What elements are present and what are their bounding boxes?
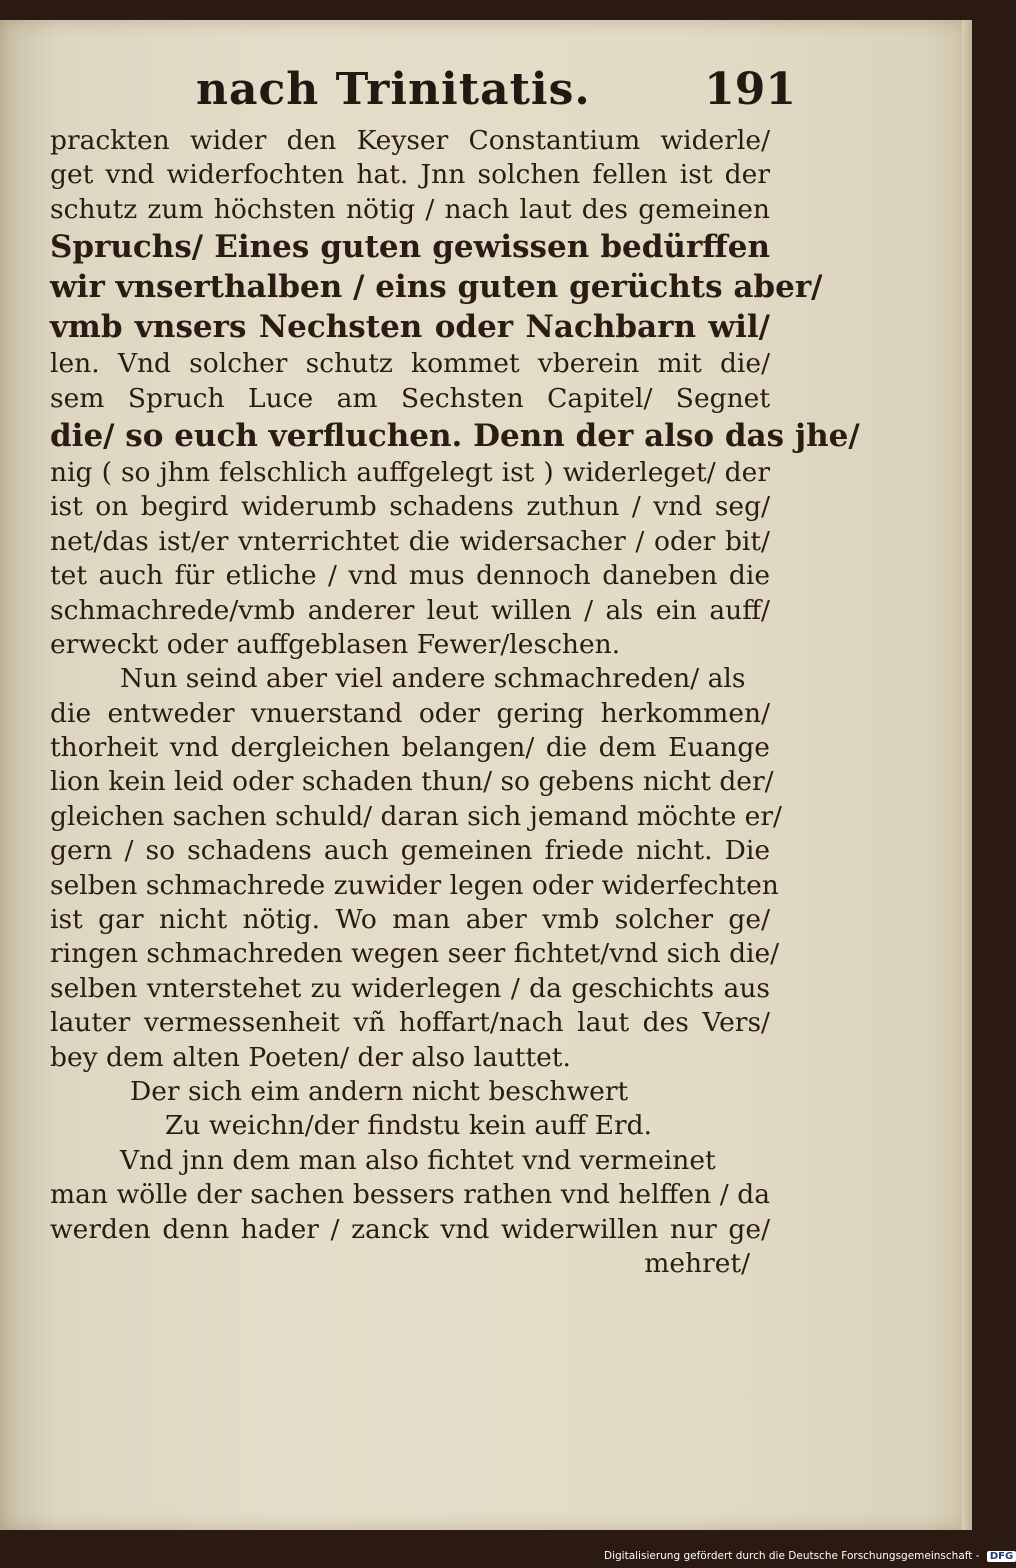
- text-line: werden denn hader / zanck vnd widerwillen nur ge/: [50, 1213, 770, 1245]
- catchword: mehret/: [644, 1247, 750, 1279]
- text-line-emphasis: Spruchs/ Eines guten gewissen bedürffen: [50, 229, 770, 266]
- text-line: tet auch für etliche / vnd mus dennoch daneben die: [50, 560, 770, 592]
- text-line: lauter vermessenheit vñ hoffart/nach laut des Vers/: [50, 1007, 770, 1039]
- body-text: [50, 124, 860, 1281]
- text-line: ist on begird widerumb schadens zuthun / vnd seg/: [50, 491, 770, 523]
- text-line: ringen schmachreden wegen seer fichtet/vnd sich die/: [50, 938, 780, 970]
- paragraph-start-line: Nun seind aber viel andere schmachreden/ als: [120, 663, 746, 695]
- dfg-logo: DFG: [987, 1551, 1016, 1562]
- verse-line: Zu weichn/der findstu kein auff Erd.: [165, 1110, 653, 1142]
- book-page: [0, 20, 972, 1530]
- text-line: schutz zum höchsten nötig / nach laut des gemeinen: [50, 193, 770, 225]
- text-line: ist gar nicht nötig. Wo man aber vmb solcher ge/: [50, 904, 770, 936]
- text-line: sem Spruch Luce am Sechsten Capitel/ Segnet: [50, 382, 770, 414]
- page-edge: [962, 20, 972, 1530]
- text-line: selben schmachrede zuwider legen oder widerfechten: [50, 869, 779, 901]
- verse-line: Der sich eim andern nicht beschwert: [130, 1075, 629, 1107]
- text-line: gern / so schadens auch gemeinen friede nicht. Die: [50, 835, 770, 867]
- running-head: nach Trinitatis.: [196, 64, 591, 115]
- text-line: schmachrede/vmb anderer leut willen / als ein auff/: [50, 594, 770, 626]
- text-line: get vnd widerfochten hat. Jnn solchen fellen ist der: [50, 159, 770, 191]
- text-line: man wölle der sachen bessers rathen vnd helffen / da: [50, 1179, 770, 1211]
- text-line: nig ( so jhm felschlich auffgelegt ist ) widerleget/ der: [50, 456, 770, 488]
- text-line: len. Vnd solcher schutz kommet vberein mit die/: [50, 348, 770, 380]
- text-line: erweckt oder auffgeblasen Fewer/leschen.: [50, 628, 621, 660]
- digitization-credit: [604, 1550, 1016, 1562]
- page-number: 191: [704, 64, 796, 115]
- text-line: die entweder vnuerstand oder gering herkommen/: [50, 697, 770, 729]
- text-line: lion kein leid oder schaden thun/ so gebens nicht der/: [50, 766, 774, 798]
- text-line: bey dem alten Poeten/ der also lauttet.: [50, 1041, 571, 1073]
- text-line: thorheit vnd dergleichen belangen/ die dem Euange: [50, 732, 770, 764]
- text-line: net/das ist/er vnterrichtet die widersacher / oder bit/: [50, 525, 770, 557]
- text-line-emphasis: die/ so euch verfluchen. Denn der also das jhe/: [50, 417, 860, 454]
- text-line: selben vnterstehet zu widerlegen / da geschichts aus: [50, 972, 770, 1004]
- paragraph-start-line: Vnd jnn dem man also fichtet vnd vermeinet: [120, 1144, 716, 1176]
- text-line-emphasis: wir vnserthalben / eins guten gerüchts aber/: [50, 269, 823, 306]
- credit-text: Digitalisierung gefördert durch die Deutsche Forschungsgemeinschaft -: [604, 1550, 980, 1562]
- text-line: gleichen sachen schuld/ daran sich jemand möchte er/: [50, 800, 782, 832]
- text-line: prackten wider den Keyser Constantium widerle/: [50, 125, 770, 156]
- text-line-emphasis: vmb vnsers Nechsten oder Nachbarn wil/: [50, 309, 770, 346]
